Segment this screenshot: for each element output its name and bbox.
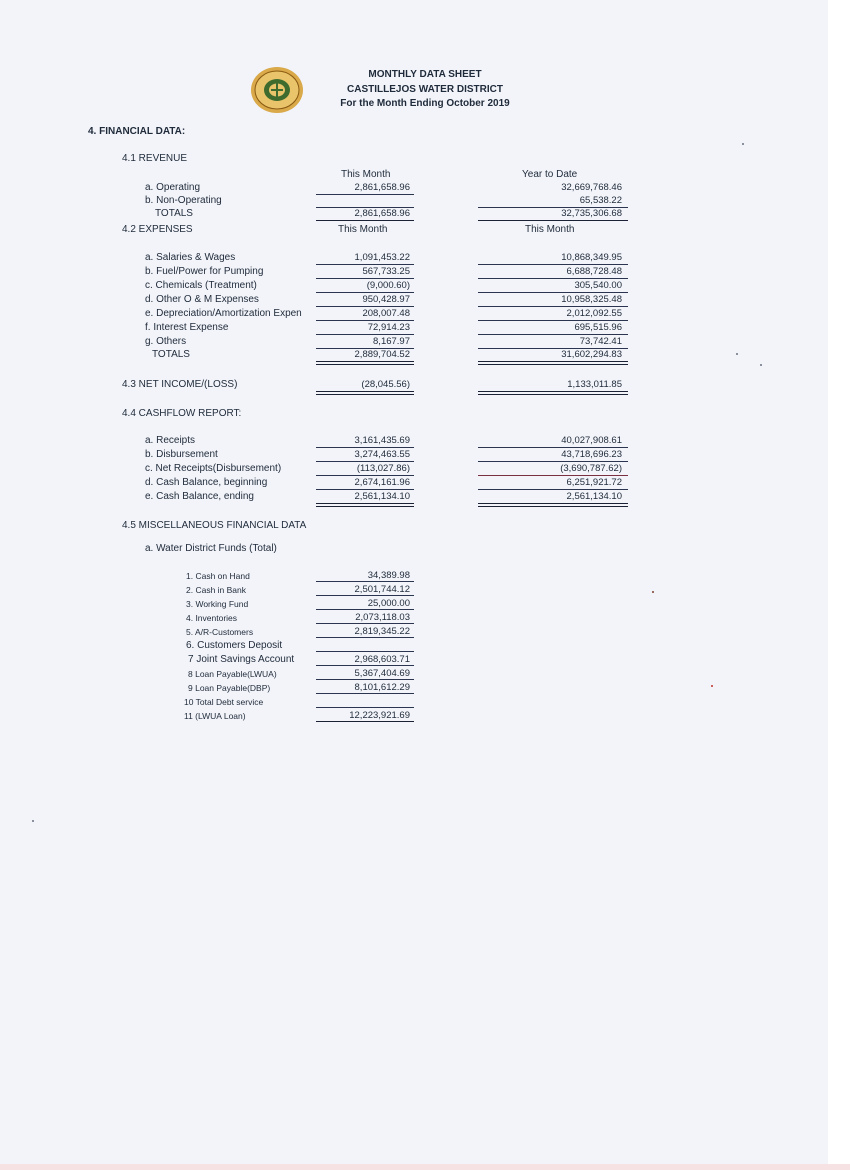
rule — [478, 489, 628, 490]
rule — [316, 264, 414, 265]
rule — [478, 320, 628, 321]
cashflow-row-label: a. Receipts — [145, 435, 196, 446]
misc-subheading: a. Water District Funds (Total) — [145, 543, 277, 554]
rule — [316, 447, 414, 448]
expenses-col-ytd: This Month — [525, 224, 575, 235]
scan-speck — [32, 820, 34, 822]
rule — [478, 461, 628, 462]
expense-row-month: 1,091,453.22 — [354, 252, 410, 263]
expense-row-label: d. Other O & M Expenses — [145, 294, 259, 305]
misc-row-label: 9 Loan Payable(DBP) — [188, 683, 271, 693]
misc-heading: 4.5 MISCELLANEOUS FINANCIAL DATA — [122, 520, 307, 531]
rule — [316, 721, 414, 722]
revenue-heading: 4.1 REVENUE — [122, 153, 188, 164]
rule — [316, 194, 414, 195]
scanner-edge — [828, 0, 850, 1170]
misc-row-value: 5,367,404.69 — [354, 668, 410, 679]
misc-row-value: 2,819,345.22 — [354, 626, 410, 637]
cashflow-row-label: e. Cash Balance, ending — [145, 491, 254, 502]
cashflow-row-ytd: 2,561,134.10 — [566, 491, 622, 502]
misc-row-value: 2,501,744.12 — [354, 584, 410, 595]
scanner-bottom-edge — [0, 1164, 850, 1170]
rule — [478, 361, 628, 362]
expense-row-month: 950,428.97 — [362, 294, 410, 305]
expenses-col-month: This Month — [338, 224, 388, 235]
revenue-totals-ytd: 32,735,306.68 — [561, 208, 622, 219]
rule — [316, 503, 414, 504]
revenue-totals-label: TOTALS — [155, 208, 193, 219]
expense-row-month: 8,167.97 — [373, 336, 410, 347]
rule — [316, 609, 414, 610]
rule — [478, 306, 628, 307]
misc-row-label: 8 Loan Payable(LWUA) — [188, 669, 277, 679]
rule — [478, 394, 628, 395]
rule — [478, 475, 628, 476]
misc-row-value: 34,389.98 — [367, 570, 410, 581]
misc-row-label: 7 Joint Savings Account — [188, 654, 295, 665]
rule — [316, 394, 414, 395]
misc-row-label: 11 (LWUA Loan) — [184, 711, 246, 721]
net-income-label: 4.3 NET INCOME/(LOSS) — [122, 379, 238, 390]
rule — [478, 292, 628, 293]
rule — [478, 220, 628, 221]
cashflow-row-month: 3,274,463.55 — [354, 449, 410, 460]
rule — [316, 679, 414, 680]
expenses-totals-month: 2,889,704.52 — [354, 349, 410, 360]
cashflow-row-label: c. Net Receipts(Disbursement) — [145, 463, 282, 474]
district-seal-logo — [250, 66, 304, 114]
cashflow-row-ytd: (3,690,787.62) — [560, 463, 622, 474]
revenue-row-ytd: 32,669,768.46 — [561, 182, 622, 193]
rule — [316, 595, 414, 596]
rule — [316, 581, 414, 582]
misc-row-value: 12,223,921.69 — [349, 710, 410, 721]
expense-row-label: f. Interest Expense — [145, 322, 229, 333]
rule — [478, 503, 628, 504]
expense-row-month: (9,000.60) — [366, 280, 410, 291]
rule — [316, 292, 414, 293]
expense-row-label: g. Others — [145, 336, 187, 347]
rule — [316, 220, 414, 221]
district-name: CASTILLEJOS WATER DISTRICT — [347, 84, 503, 95]
cashflow-row-label: d. Cash Balance, beginning — [145, 477, 268, 488]
rule — [478, 506, 628, 507]
expense-row-ytd: 10,868,349.95 — [561, 252, 622, 263]
expense-row-month: 72,914.23 — [367, 322, 410, 333]
revenue-row-month: 2,861,658.96 — [354, 182, 410, 193]
expense-row-label: e. Depreciation/Amortization Expen — [145, 308, 302, 319]
scan-speck — [736, 353, 738, 355]
cashflow-row-month: 3,161,435.69 — [354, 435, 410, 446]
rule — [316, 278, 414, 279]
scan-speck — [742, 143, 744, 145]
sheet-title: MONTHLY DATA SHEET — [368, 69, 482, 80]
rule — [316, 391, 414, 392]
rule — [316, 651, 414, 652]
expenses-totals-label: TOTALS — [152, 349, 190, 360]
expense-row-ytd: 695,515.96 — [574, 322, 622, 333]
misc-row-value: 2,968,603.71 — [354, 654, 410, 665]
rule — [316, 693, 414, 694]
misc-row-value: 2,073,118.03 — [355, 612, 410, 623]
misc-row-label: 2. Cash in Bank — [186, 585, 247, 595]
rule — [316, 461, 414, 462]
rule — [478, 391, 628, 392]
rule — [316, 506, 414, 507]
cashflow-row-label: b. Disbursement — [145, 449, 218, 460]
expense-row-ytd: 6,688,728.48 — [566, 266, 622, 277]
expense-row-ytd: 73,742.41 — [579, 336, 622, 347]
expense-row-ytd: 305,540.00 — [574, 280, 622, 291]
expenses-heading: 4.2 EXPENSES — [122, 224, 193, 235]
cashflow-row-month: 2,561,134.10 — [354, 491, 410, 502]
rule — [316, 361, 414, 362]
scan-speck — [652, 591, 654, 593]
rule — [316, 320, 414, 321]
reporting-period: For the Month Ending October 2019 — [340, 98, 510, 109]
misc-row-label: 3. Working Fund — [186, 599, 249, 609]
cashflow-row-ytd: 6,251,921.72 — [566, 477, 622, 488]
rule — [478, 278, 628, 279]
net-income-ytd: 1,133,011.85 — [567, 379, 622, 390]
revenue-row-label: b. Non-Operating — [145, 195, 222, 206]
misc-row-label: 1. Cash on Hand — [186, 571, 250, 581]
rule — [316, 623, 414, 624]
rule — [478, 447, 628, 448]
rule — [478, 364, 628, 365]
misc-row-label: 10 Total Debt service — [184, 697, 264, 707]
cashflow-row-ytd: 43,718,696.23 — [561, 449, 622, 460]
scan-speck — [760, 364, 762, 366]
revenue-col-month: This Month — [341, 169, 391, 180]
misc-row-label: 5. A/R-Customers — [186, 627, 254, 637]
expense-row-label: c. Chemicals (Treatment) — [145, 280, 257, 291]
misc-row-value: 8,101,612.29 — [354, 682, 410, 693]
expense-row-label: b. Fuel/Power for Pumping — [145, 266, 264, 277]
misc-row-label: 4. Inventories — [186, 613, 238, 623]
rule — [478, 264, 628, 265]
revenue-totals-month: 2,861,658.96 — [354, 208, 410, 219]
expense-row-label: a. Salaries & Wages — [145, 252, 236, 263]
expense-row-month: 567,733.25 — [362, 266, 410, 277]
rule — [316, 707, 414, 708]
cashflow-row-month: (113,027.86) — [356, 463, 410, 474]
rule — [316, 489, 414, 490]
rule — [316, 334, 414, 335]
rule — [478, 334, 628, 335]
expense-row-month: 208,007.48 — [362, 308, 410, 319]
revenue-row-label: a. Operating — [145, 182, 201, 193]
rule — [316, 306, 414, 307]
rule — [316, 665, 414, 666]
section-title: 4. FINANCIAL DATA: — [88, 126, 186, 137]
rule — [316, 364, 414, 365]
misc-row-value: 25,000.00 — [367, 598, 410, 609]
expense-row-ytd: 2,012,092.55 — [566, 308, 622, 319]
scan-speck — [711, 685, 713, 687]
rule — [316, 475, 414, 476]
misc-row-label: 6. Customers Deposit — [186, 640, 283, 651]
rule — [316, 637, 414, 638]
expenses-totals-ytd: 31,602,294.83 — [561, 349, 622, 360]
expense-row-ytd: 10,958,325.48 — [561, 294, 622, 305]
revenue-col-ytd: Year to Date — [522, 169, 578, 180]
cashflow-row-month: 2,674,161.96 — [354, 477, 410, 488]
net-income-month: (28,045.56) — [361, 379, 410, 390]
cashflow-row-ytd: 40,027,908.61 — [561, 435, 622, 446]
cashflow-heading: 4.4 CASHFLOW REPORT: — [122, 408, 242, 419]
revenue-row-ytd: 65,538.22 — [579, 195, 622, 206]
